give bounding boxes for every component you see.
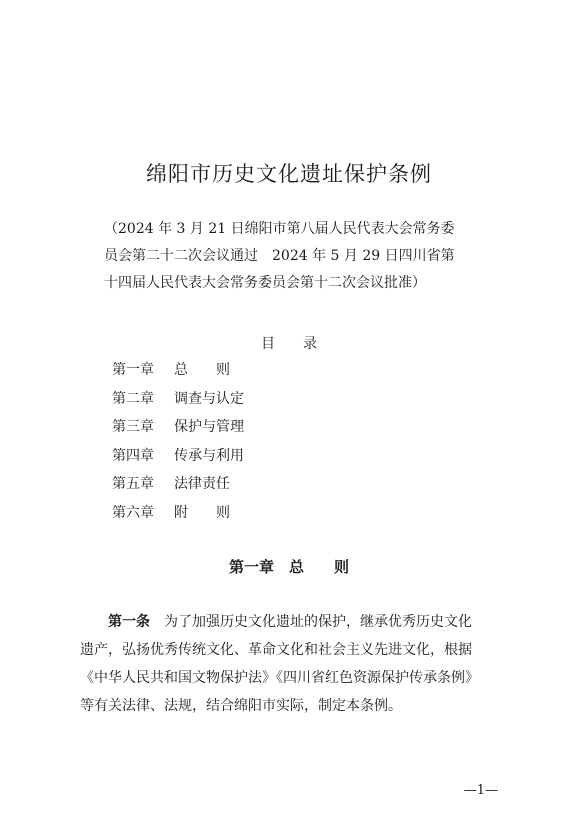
toc-chapter-name: 保护与管理 — [174, 419, 244, 435]
document-subtitle — [104, 216, 484, 297]
toc-item — [112, 442, 244, 471]
subtitle-line: 员会第二十二次会议通过 2024 年 5 月 29 日四川省第 — [104, 248, 455, 264]
toc-chapter-number: 第三章 — [112, 419, 154, 435]
toc-chapter-name: 法律责任 — [174, 476, 230, 492]
subtitle-line: 十四届人民代表大会常务委员会第十二次会议批准） — [104, 275, 426, 291]
toc-chapter-number: 第六章 — [112, 504, 154, 521]
toc-chapter-name: 附 则 — [174, 504, 230, 521]
toc-chapter-number: 第二章 — [112, 390, 154, 407]
chapter-heading: 第一章 总 则 — [228, 558, 349, 576]
toc-chapter-number: 第五章 — [112, 476, 154, 492]
subtitle-line: （2024 年 3 月 21 日绵阳市第八届人民代表大会常务委 — [104, 221, 455, 237]
article-label: 第一条 — [108, 614, 150, 630]
toc-item — [112, 385, 244, 414]
article-first-line — [80, 608, 510, 636]
table-of-contents — [112, 356, 244, 527]
toc-item — [112, 356, 244, 385]
article-line: 遗产，弘扬优秀传统文化、革命文化和社会主义先进文化，根据 — [80, 642, 472, 658]
toc-chapter-name: 总 则 — [174, 362, 230, 378]
toc-item — [112, 413, 244, 442]
page-number: —1— — [463, 783, 498, 798]
toc-chapter-name: 传承与利用 — [174, 447, 244, 464]
toc-heading: 目 录 — [261, 336, 317, 352]
article-line: 等有关法律、法规，结合绵阳市实际，制定本条例。 — [80, 698, 402, 714]
toc-item — [112, 470, 244, 499]
article-1 — [80, 608, 510, 720]
toc-chapter-name: 调查与认定 — [174, 390, 244, 407]
article-text: 为了加强历史文化遗址的保护，继承优秀历史文化 — [150, 614, 472, 630]
article-line: 《中华人民共和国文物保护法》《四川省红色资源保护传承条例》 — [80, 670, 479, 686]
toc-chapter-number: 第四章 — [112, 447, 154, 464]
toc-item — [112, 499, 244, 528]
toc-chapter-number: 第一章 — [112, 362, 154, 378]
document-title: 绵阳市历史文化遗址保护条例 — [146, 162, 432, 186]
